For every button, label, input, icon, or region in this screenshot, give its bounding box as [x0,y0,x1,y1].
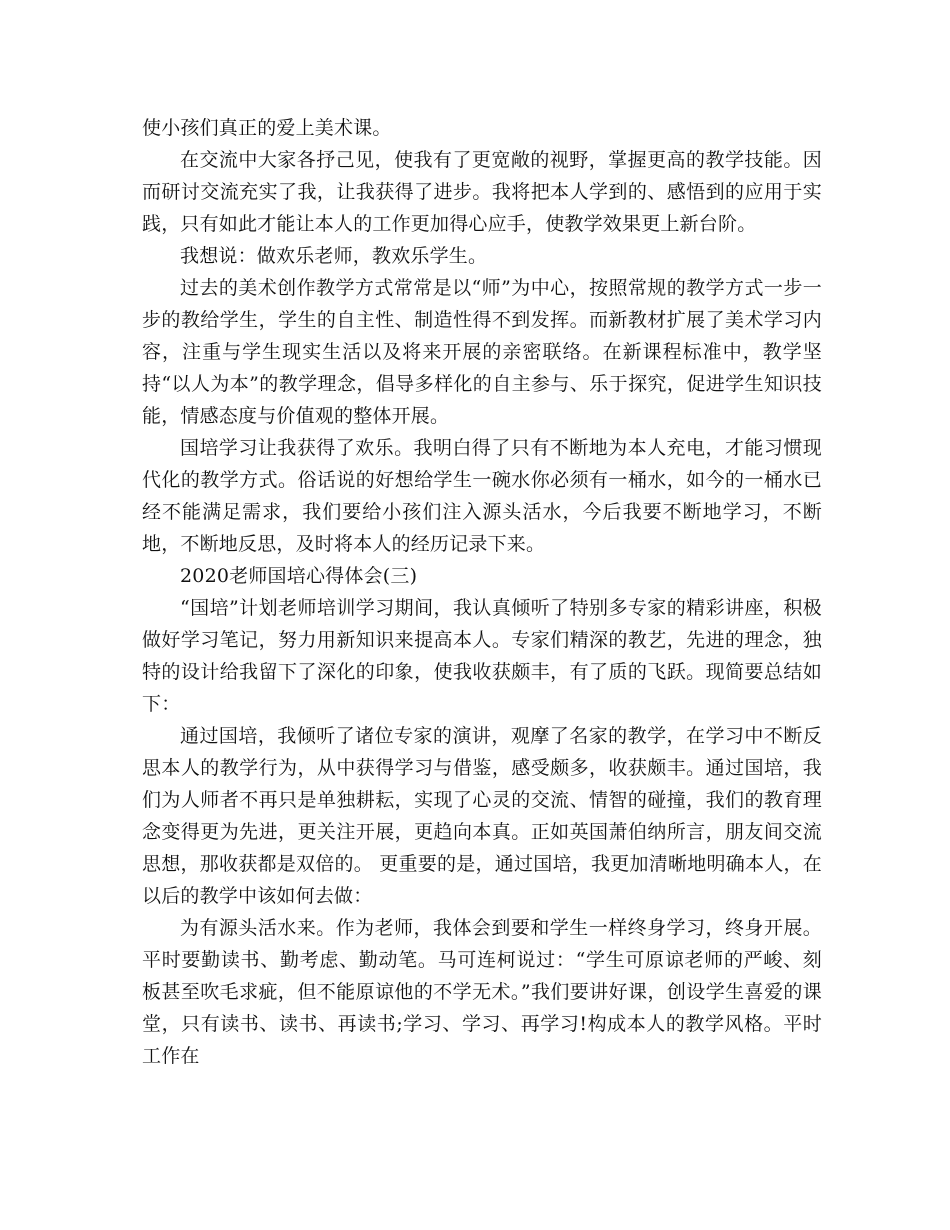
paragraph-exchange: 在交流中大家各抒己见，使我有了更宽敞的视野，掌握更高的教学技能。因而研讨交流充实了我，让我获得了进步。我将把本人学到的、感悟到的应用于实践，只有如此才能让本人的工作更加得心应手，使教学效果更上新台阶。 [142,149,822,235]
paragraph-art-teaching: 过去的美术创作教学方式常常是以“师”为中心，按照常规的教学方式一步一步的教给学生，学生的自主性、制造性得不到发挥。而新教材扩展了美术学习内容，注重与学生现实生活以及将来开展的亲密联络。在新课程标准中，教学坚持“以人为本”的教学理念，倡导多样化的自主参与、乐于探究，促进学生知识技能，情感态度与价值观的整体开展。 [142,277,822,427]
document-body [142,112,822,1072]
section-heading: 2020老师国培心得体会(三) [180,565,418,587]
paragraph-continuation: 使小孩们真正的爱上美术课。 [142,117,392,139]
paragraph-reflection: 通过国培，我倾听了诸位专家的演讲，观摩了名家的教学，在学习中不断反思本人的教学行为，从中获得学习与借鉴，感受颇多，收获颇丰。通过国培，我们为人师者不再只是单独耕耘，实现了心灵的交流、情智的碰撞，我们的教育理念变得更为先进，更关注开展，更趋向本真。正如英国萧伯纳所言，朋友间交流思想，那收获都是双倍的。 更重要的是，通过国培，我更加清晰地明确本人，在以后的教学中该如何去做： [142,725,822,907]
paragraph-motto: 我想说：做欢乐老师，教欢乐学生。 [180,245,488,267]
paragraph-lifelong-learning: 为有源头活水来。作为老师，我体会到要和学生一样终身学习，终身开展。平时要勤读书、勤考虑、勤动笔。马可连柯说过：“学生可原谅老师的严峻、刻板甚至吹毛求疵，但不能原谅他的不学无术。”我们要讲好课，创设学生喜爱的课堂，只有读书、读书、再读书;学习、学习、再学习!构成本人的教学风格。平时工作在 [142,917,822,1067]
paragraph-training: “国培”计划老师培训学习期间，我认真倾听了特别多专家的精彩讲座，积极做好学习笔记，努力用新知识来提高本人。专家们精深的教艺，先进的理念，独特的设计给我留下了深化的印象，使我收获颇丰，有了质的飞跃。现简要总结如下： [142,597,822,715]
paragraph-joy: 国培学习让我获得了欢乐。我明白得了只有不断地为本人充电，才能习惯现代化的教学方式。俗话说的好想给学生一碗水你必须有一桶水，如今的一桶水已经不能满足需求，我们要给小孩们注入源头活水，今后我要不断地学习，不断地，不断地反思，及时将本人的经历记录下来。 [142,437,822,555]
